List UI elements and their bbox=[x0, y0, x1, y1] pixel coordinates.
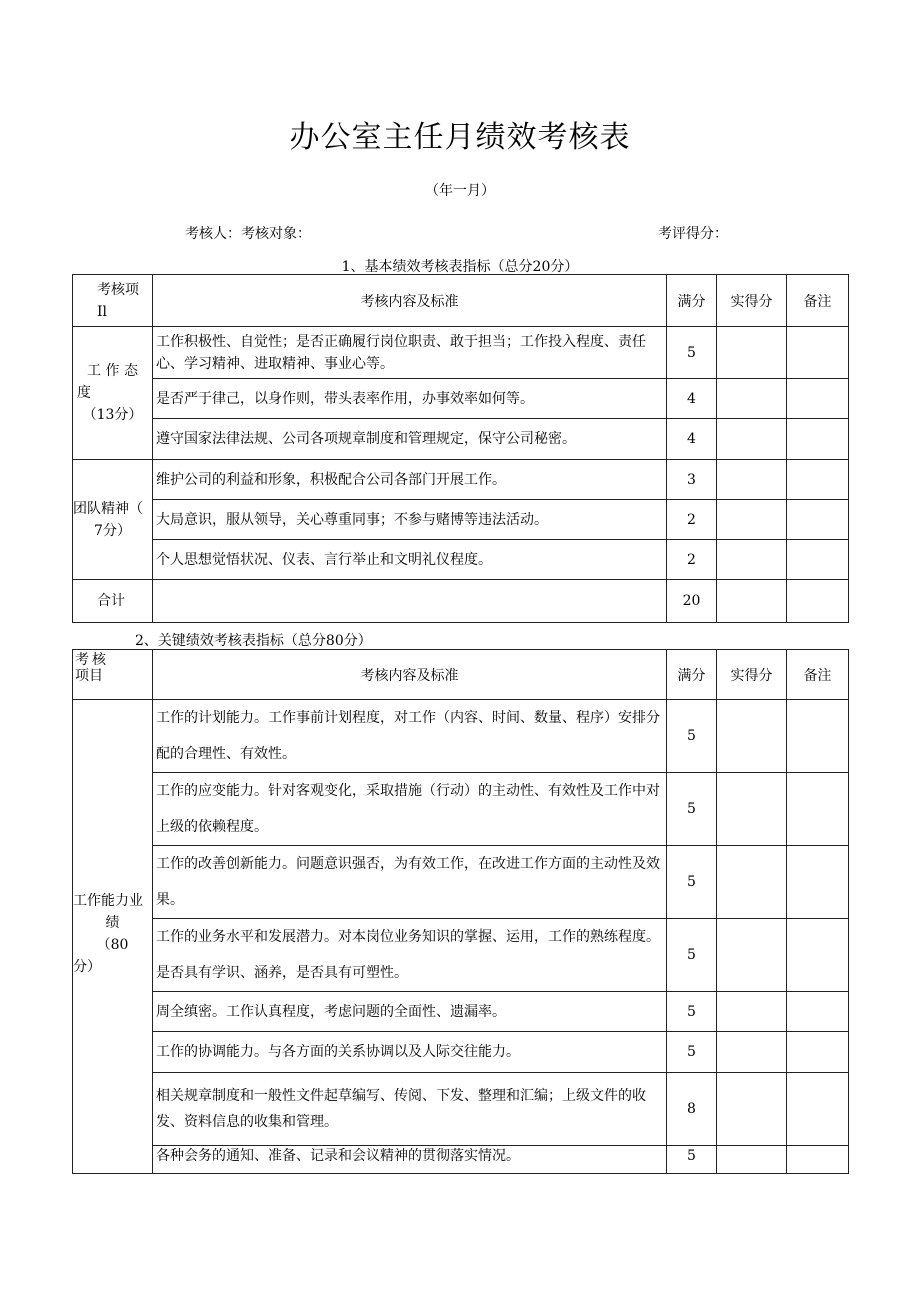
header-content: 考核内容及标准 bbox=[153, 275, 667, 327]
criterion-text: 相关规章制度和一般性文件起草编写、传阅、下发、整理和汇编；上级文件的收发、资料信息的收集和管理。 bbox=[153, 1073, 667, 1146]
period-label: （年一月） bbox=[425, 183, 495, 199]
table-row bbox=[73, 992, 849, 1032]
full-score: 5 bbox=[667, 773, 717, 846]
total-content-cell bbox=[153, 580, 667, 623]
actual-score-cell[interactable] bbox=[717, 700, 787, 773]
category-work-ability: 工作能力业 绩 （80 分） bbox=[73, 700, 153, 1174]
table-row bbox=[73, 1073, 849, 1146]
note-cell[interactable] bbox=[787, 992, 849, 1032]
table-header-row bbox=[73, 275, 849, 327]
actual-score-cell[interactable] bbox=[717, 327, 787, 379]
basic-performance-table bbox=[72, 274, 849, 623]
criterion-text: 工作的应变能力。针对客观变化，采取措施（行动）的主动性、有效性及工作中对上级的依赖程度。 bbox=[153, 773, 667, 846]
full-score: 5 bbox=[667, 1032, 717, 1073]
note-cell[interactable] bbox=[787, 580, 849, 623]
full-score: 4 bbox=[667, 379, 717, 419]
header-item: 考核项 Il bbox=[73, 275, 153, 327]
header-actual-score: 实得分 bbox=[717, 275, 787, 327]
note-cell[interactable] bbox=[787, 540, 849, 580]
actual-score-cell[interactable] bbox=[717, 992, 787, 1032]
full-score: 3 bbox=[667, 460, 717, 500]
full-score: 5 bbox=[667, 919, 717, 992]
total-row bbox=[73, 580, 849, 623]
note-cell[interactable] bbox=[787, 773, 849, 846]
criterion-text: 工作的协调能力。与各方面的关系协调以及人际交往能力。 bbox=[153, 1032, 667, 1073]
criterion-text: 维护公司的利益和形象，积极配合公司各部门开展工作。 bbox=[153, 460, 667, 500]
full-score: 5 bbox=[667, 846, 717, 919]
note-cell[interactable] bbox=[787, 1146, 849, 1174]
criterion-text: 工作的计划能力。工作事前计划程度，对工作（内容、时间、数量、程序）安排分配的合理性、有效性。 bbox=[153, 700, 667, 773]
table-row bbox=[73, 846, 849, 919]
header-item: 考核 项目 bbox=[73, 650, 153, 700]
score-label: 考评得分： bbox=[658, 226, 728, 242]
total-score: 20 bbox=[667, 580, 717, 623]
full-score: 5 bbox=[667, 992, 717, 1032]
actual-score-cell[interactable] bbox=[717, 500, 787, 540]
header-note: 备注 bbox=[787, 650, 849, 700]
header-full-score: 满分 bbox=[667, 650, 717, 700]
criterion-text: 个人思想觉悟状况、仪表、言行举止和文明礼仪程度。 bbox=[153, 540, 667, 580]
full-score: 5 bbox=[667, 327, 717, 379]
total-label: 合计 bbox=[73, 580, 153, 623]
note-cell[interactable] bbox=[787, 379, 849, 419]
criterion-text: 遵守国家法律法规、公司各项规章制度和管理规定，保守公司秘密。 bbox=[153, 419, 667, 460]
header-note: 备注 bbox=[787, 275, 849, 327]
note-cell[interactable] bbox=[787, 846, 849, 919]
actual-score-cell[interactable] bbox=[717, 1146, 787, 1174]
note-cell[interactable] bbox=[787, 419, 849, 460]
note-cell[interactable] bbox=[787, 1032, 849, 1073]
full-score: 2 bbox=[667, 540, 717, 580]
table-row bbox=[73, 1146, 849, 1174]
full-score: 8 bbox=[667, 1073, 717, 1146]
page-title: 办公室主任月绩效考核表 bbox=[289, 120, 631, 155]
examiner-line: 考核人：考核对象： bbox=[185, 226, 311, 242]
section1-heading: 1、基本绩效考核表指标（总分20分） bbox=[341, 259, 579, 275]
note-cell[interactable] bbox=[787, 500, 849, 540]
note-cell[interactable] bbox=[787, 700, 849, 773]
criterion-text: 周全缜密。工作认真程度，考虑问题的全面性、遗漏率。 bbox=[153, 992, 667, 1032]
note-cell[interactable] bbox=[787, 1073, 849, 1146]
key-performance-table bbox=[72, 649, 849, 1174]
full-score: 4 bbox=[667, 419, 717, 460]
table-row bbox=[73, 773, 849, 846]
actual-score-cell[interactable] bbox=[717, 379, 787, 419]
category-team-spirit: 团队精神（ 7分） bbox=[73, 460, 153, 580]
actual-score-cell[interactable] bbox=[717, 919, 787, 992]
criterion-text: 各种会务的通知、准备、记录和会议精神的贯彻落实情况。 bbox=[153, 1146, 667, 1174]
full-score: 5 bbox=[667, 700, 717, 773]
criterion-text: 是否严于律己，以身作则，带头表率作用，办事效率如何等。 bbox=[153, 379, 667, 419]
actual-score-cell[interactable] bbox=[717, 846, 787, 919]
table-row bbox=[73, 1032, 849, 1073]
actual-score-cell[interactable] bbox=[717, 540, 787, 580]
full-score: 5 bbox=[667, 1146, 717, 1174]
actual-score-cell[interactable] bbox=[717, 580, 787, 623]
table-row bbox=[73, 460, 849, 500]
table-row bbox=[73, 500, 849, 540]
note-cell[interactable] bbox=[787, 460, 849, 500]
criterion-text: 工作的改善创新能力。问题意识强否，为有效工作，在改进工作方面的主动性及效果。 bbox=[153, 846, 667, 919]
table-row bbox=[73, 919, 849, 992]
criterion-text: 大局意识，服从领导，关心尊重同事；不参与赌博等违法活动。 bbox=[153, 500, 667, 540]
table-row bbox=[73, 540, 849, 580]
header-content: 考核内容及标准 bbox=[153, 650, 667, 700]
criterion-text: 工作的业务水平和发展潜力。对本岗位业务知识的掌握、运用，工作的熟练程度。是否具有学识、涵养，是否具有可塑性。 bbox=[153, 919, 667, 992]
category-work-attitude: 工 作 态 度 （13分） bbox=[73, 327, 153, 460]
table-row bbox=[73, 419, 849, 460]
note-cell[interactable] bbox=[787, 327, 849, 379]
table-row bbox=[73, 327, 849, 379]
criterion-text: 工作积极性、自觉性；是否正确履行岗位职责、敢于担当；工作投入程度、责任心、学习精神、进取精神、事业心等。 bbox=[153, 327, 667, 379]
table-header-row bbox=[73, 650, 849, 700]
actual-score-cell[interactable] bbox=[717, 460, 787, 500]
actual-score-cell[interactable] bbox=[717, 1073, 787, 1146]
table-row bbox=[73, 700, 849, 773]
actual-score-cell[interactable] bbox=[717, 773, 787, 846]
actual-score-cell[interactable] bbox=[717, 1032, 787, 1073]
header-actual-score: 实得分 bbox=[717, 650, 787, 700]
table-row bbox=[73, 379, 849, 419]
full-score: 2 bbox=[667, 500, 717, 540]
note-cell[interactable] bbox=[787, 919, 849, 992]
section2-heading: 2、关键绩效考核表指标（总分80分） bbox=[135, 633, 372, 649]
header-full-score: 满分 bbox=[667, 275, 717, 327]
actual-score-cell[interactable] bbox=[717, 419, 787, 460]
